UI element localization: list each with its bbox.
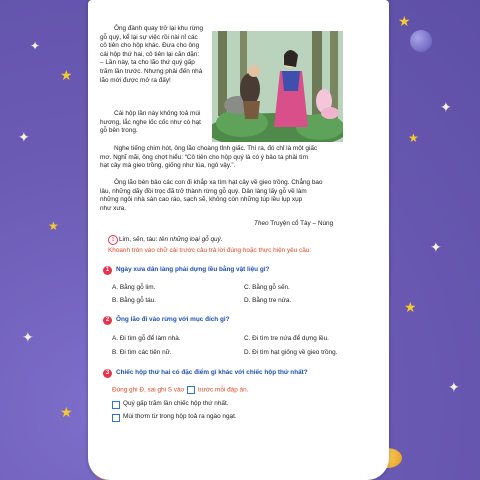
answer-option[interactable]: D. Bằng tre nứa. [244,297,292,304]
source-title: Truyện cổ Tày – Nùng [270,220,334,227]
glossary-definition: tên những loại gỗ quý. [159,236,223,243]
answer-option[interactable]: A. Bằng gỗ lim. [112,284,156,291]
star-icon: ✦ [440,99,452,115]
passage-line: cái hộp thứ hai, cô tiên lại căn dặn: [100,50,200,58]
glossary-terms: Lim, sến, táu: [119,236,160,243]
star-icon: ✦ [448,379,460,395]
passage-line: Cái hộp lần này không toả mùi [114,110,201,117]
forest-scene-icon [212,31,343,142]
star-icon: ★ [398,13,411,29]
story-illustration [212,31,343,142]
star-icon: ★ [60,67,73,83]
passage-line: lão mới được mở ra đấy! [100,76,171,84]
star-icon: ✦ [22,329,34,345]
passage-line: hạt cây mà gieo trồng, giống như lúa, ngô vậy.”. [100,162,236,170]
passage-paragraph-4 [100,179,370,213]
passage-line: mơ. Nghĩ mãi, ông chợt hiểu: “Cô tiên cho hộp quý là có ý bảo ta phải tìm [100,153,309,161]
passage-line: hương, lắc nghe lốc cốc như có hạt [100,118,201,126]
planet-icon [410,30,432,52]
answer-option[interactable]: A. Đi tìm gỗ để làm nhà. [112,335,181,342]
star-icon: ✦ [30,39,41,53]
inline-box-icon [187,386,195,394]
passage-line: Nghe tiếng chim hót, ông lão choàng tỉnh giấc. Thì ra, đó chỉ là một giấc [114,145,318,152]
answer-option[interactable]: B. Đi tìm các tiên nữ. [112,349,172,356]
instruction-part-a: Đúng ghi Đ, sai ghi S vào [112,386,185,394]
passage-source [254,220,333,229]
answer-option[interactable]: C. Đi tìm tre nứa để dựng lều. [244,335,329,342]
star-icon: ★ [404,299,417,315]
exercise-instruction: Khoanh tròn vào chữ cái trước câu trả lời đúng hoặc thực hiện yêu cầu: [108,247,312,254]
passage-line: như xưa. [100,204,126,212]
passage-line: gỗ quý, kể lại sự việc rồi nài nỉ các [100,33,198,41]
passage-line: lâu, những dãy đồi trọc đã trở thành rừng gỗ quý. Dân làng lấy gỗ về làm [100,187,307,195]
star-icon: ★ [60,404,73,420]
passage-paragraph-3 [100,145,370,171]
passage-line: cô tiên cho hộp khác. Đưa cho ông [100,42,200,50]
true-false-box[interactable] [112,414,120,422]
passage-line: những ngôi nhà sàn cao ráo, sạch sẽ, không còn những túp lều lụp xụp [100,196,303,204]
statement-item: Quý gấp trăm lần chiếc hộp thứ nhất. [123,400,229,407]
star-icon: ✦ [18,129,30,145]
true-false-box[interactable] [112,401,120,409]
answer-option[interactable]: C. Bằng gỗ sến. [244,284,290,291]
passage-line: – Lần này, ta cho lão thứ quý gấp [100,59,195,67]
statement-item: Mùi thơm từ trong hộp toả ra ngào ngạt. [123,413,237,420]
question-2-text: Ông lão đi vào rừng với mục đích gì? [116,316,230,323]
answer-option[interactable]: D. Đi tìm hạt giống về gieo trồng. [244,349,338,356]
answer-option[interactable]: B. Bằng gỗ táu. [112,297,157,304]
star-icon: ✦ [430,239,442,255]
passage-line: Ông lão bèn bảo các con đi khắp xa tìm hạt cây về gieo trồng. Chẳng bao [114,179,323,186]
question-number-badge: 2 [103,316,112,325]
question-1-text: Ngày xưa dân làng phải dựng lều bằng vật liệu gì? [116,266,270,273]
passage-line: gỗ bên trong. [100,127,138,135]
glossary-marker-icon: 1 [108,235,118,245]
source-prefix: Theo [254,220,269,227]
glossary-note [119,236,223,245]
passage-paragraph-1 [100,25,210,85]
question-number-badge: 1 [103,266,112,275]
passage-line: trăm lần trước. Nhưng phải đến nhà [100,67,203,75]
star-icon: ★ [48,219,59,233]
question-3-text: Chiếc hộp thứ hai có đặc điểm gì khác với chiếc hộp thứ nhất? [116,369,308,376]
star-icon: ★ [408,131,419,145]
passage-line: Ông đành quay trở lại khu rừng [114,25,204,32]
passage-paragraph-2 [100,110,210,136]
question-3-instruction [112,386,248,395]
instruction-part-b: trước mỗi đáp án. [197,386,249,394]
question-number-badge: 3 [103,369,112,378]
